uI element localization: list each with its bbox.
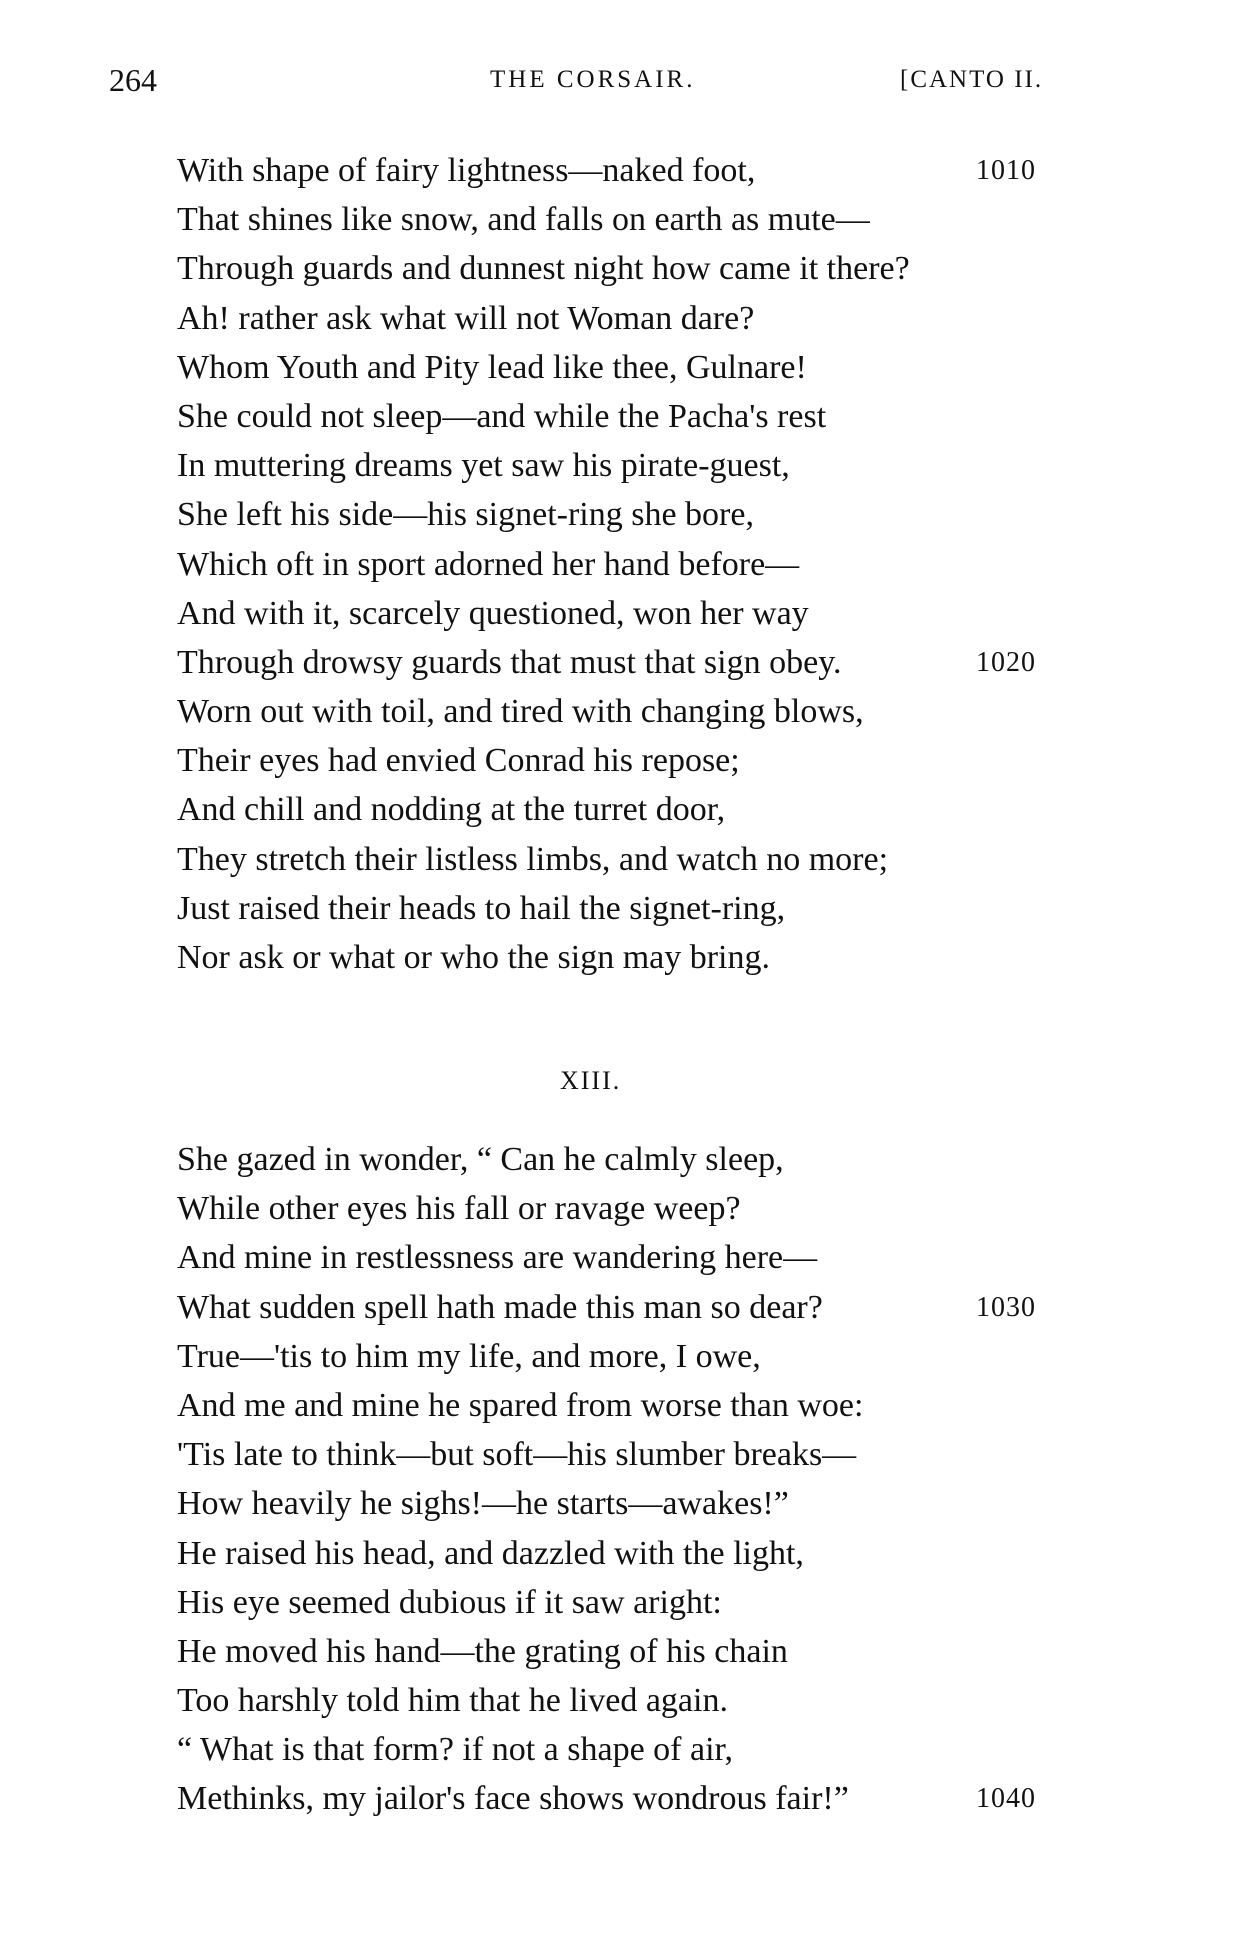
verse-line [177, 1283, 1077, 1332]
verse-line [177, 1627, 1077, 1676]
verse-text: His eye seemed dubious if it saw aright: [177, 1583, 722, 1621]
verse-text: Methinks, my jailor's face shows wondrous fair!” [177, 1780, 849, 1818]
verse-text: Too harshly told him that he lived again. [177, 1682, 728, 1720]
verse-text: She left his side—his signet-ring she bore, [177, 496, 754, 534]
verse-line [177, 146, 1077, 195]
verse-text: Worn out with toil, and tired with changing blows, [177, 693, 864, 731]
verse-text: She could not sleep—and while the Pacha's rest [177, 397, 827, 435]
stanza-xiii [177, 1135, 1077, 1824]
verse-line [177, 687, 1077, 736]
verse-text: Which oft in sport adorned her hand before— [177, 545, 800, 583]
verse-line [177, 244, 1077, 293]
verse-line [177, 490, 1077, 539]
verse-text: How heavily he sighs!—he starts—awakes!” [177, 1485, 789, 1523]
verse-line [177, 736, 1077, 785]
verse-line [177, 1135, 1077, 1184]
stanza-xii-continued [177, 146, 1077, 982]
verse-line [177, 441, 1077, 490]
verse-text: Their eyes had envied Conrad his repose; [177, 742, 740, 780]
verse-line [177, 294, 1077, 343]
verse-text: He raised his head, and dazzled with the light, [177, 1534, 804, 1572]
verse-text: Just raised their heads to hail the signet-ring, [177, 889, 786, 927]
verse-text: In muttering dreams yet saw his pirate-guest, [177, 447, 790, 485]
canto-reference: [CANTO II. [900, 66, 1044, 93]
verse-text: What sudden spell hath made this man so dear? [177, 1288, 823, 1326]
line-number: 1010 [976, 155, 1036, 186]
running-title: THE CORSAIR. [490, 66, 696, 93]
verse-line [177, 1725, 1077, 1774]
verse-text: And chill and nodding at the turret door, [177, 791, 726, 829]
verse-line [177, 1381, 1077, 1430]
verse-line [177, 540, 1077, 589]
verse-text: While other eyes his fall or ravage weep? [177, 1190, 741, 1228]
running-header [0, 62, 1259, 102]
verse-line [177, 835, 1077, 884]
verse-text: And me and mine he spared from worse than woe: [177, 1386, 864, 1424]
verse-text: With shape of fairy lightness—naked foot, [177, 152, 756, 189]
verse-text: She gazed in wonder, “ Can he calmly sleep, [177, 1141, 784, 1178]
verse-line [177, 785, 1077, 834]
verse-text: And mine in restlessness are wandering here— [177, 1239, 818, 1277]
verse-line [177, 884, 1077, 933]
verse-line [177, 589, 1077, 638]
verse-line [177, 1529, 1077, 1578]
verse-line [177, 1479, 1077, 1528]
section-numeral: XIII. [560, 1066, 622, 1095]
line-number: 1040 [976, 1783, 1036, 1815]
verse-text: 'Tis late to think—but soft—his slumber breaks— [177, 1436, 857, 1474]
verse-text: Nor ask or what or who the sign may bring. [177, 939, 771, 976]
verse-text: Through drowsy guards that must that sign obey. [177, 643, 842, 681]
verse-text: And with it, scarcely questioned, won her way [177, 594, 809, 632]
verse-line [177, 933, 1077, 982]
verse-line [177, 392, 1077, 441]
verse-text: He moved his hand—the grating of his chain [177, 1632, 788, 1670]
verse-line [177, 1774, 1077, 1823]
verse-text: Ah! rather ask what will not Woman dare? [177, 299, 755, 337]
line-number: 1020 [976, 646, 1036, 678]
verse-line [177, 638, 1077, 687]
verse-text: That shines like snow, and falls on earth as mute— [177, 201, 870, 239]
verse-line [177, 1430, 1077, 1479]
verse-text: Through guards and dunnest night how came it there? [177, 250, 910, 288]
verse-text: True—'tis to him my life, and more, I owe, [177, 1337, 761, 1375]
verse-line [177, 1676, 1077, 1725]
verse-line [177, 1578, 1077, 1627]
line-number: 1030 [976, 1291, 1036, 1323]
verse-text: Whom Youth and Pity lead like thee, Gulnare! [177, 348, 807, 386]
page-number: 264 [109, 62, 157, 98]
verse-line [177, 1332, 1077, 1381]
verse-line [177, 1233, 1077, 1282]
verse-text: They stretch their listless limbs, and watch no more; [177, 840, 889, 878]
verse-line [177, 343, 1077, 392]
verse-text: “ What is that form? if not a shape of air, [177, 1731, 733, 1769]
verse-line [177, 195, 1077, 244]
verse-line [177, 1184, 1077, 1233]
